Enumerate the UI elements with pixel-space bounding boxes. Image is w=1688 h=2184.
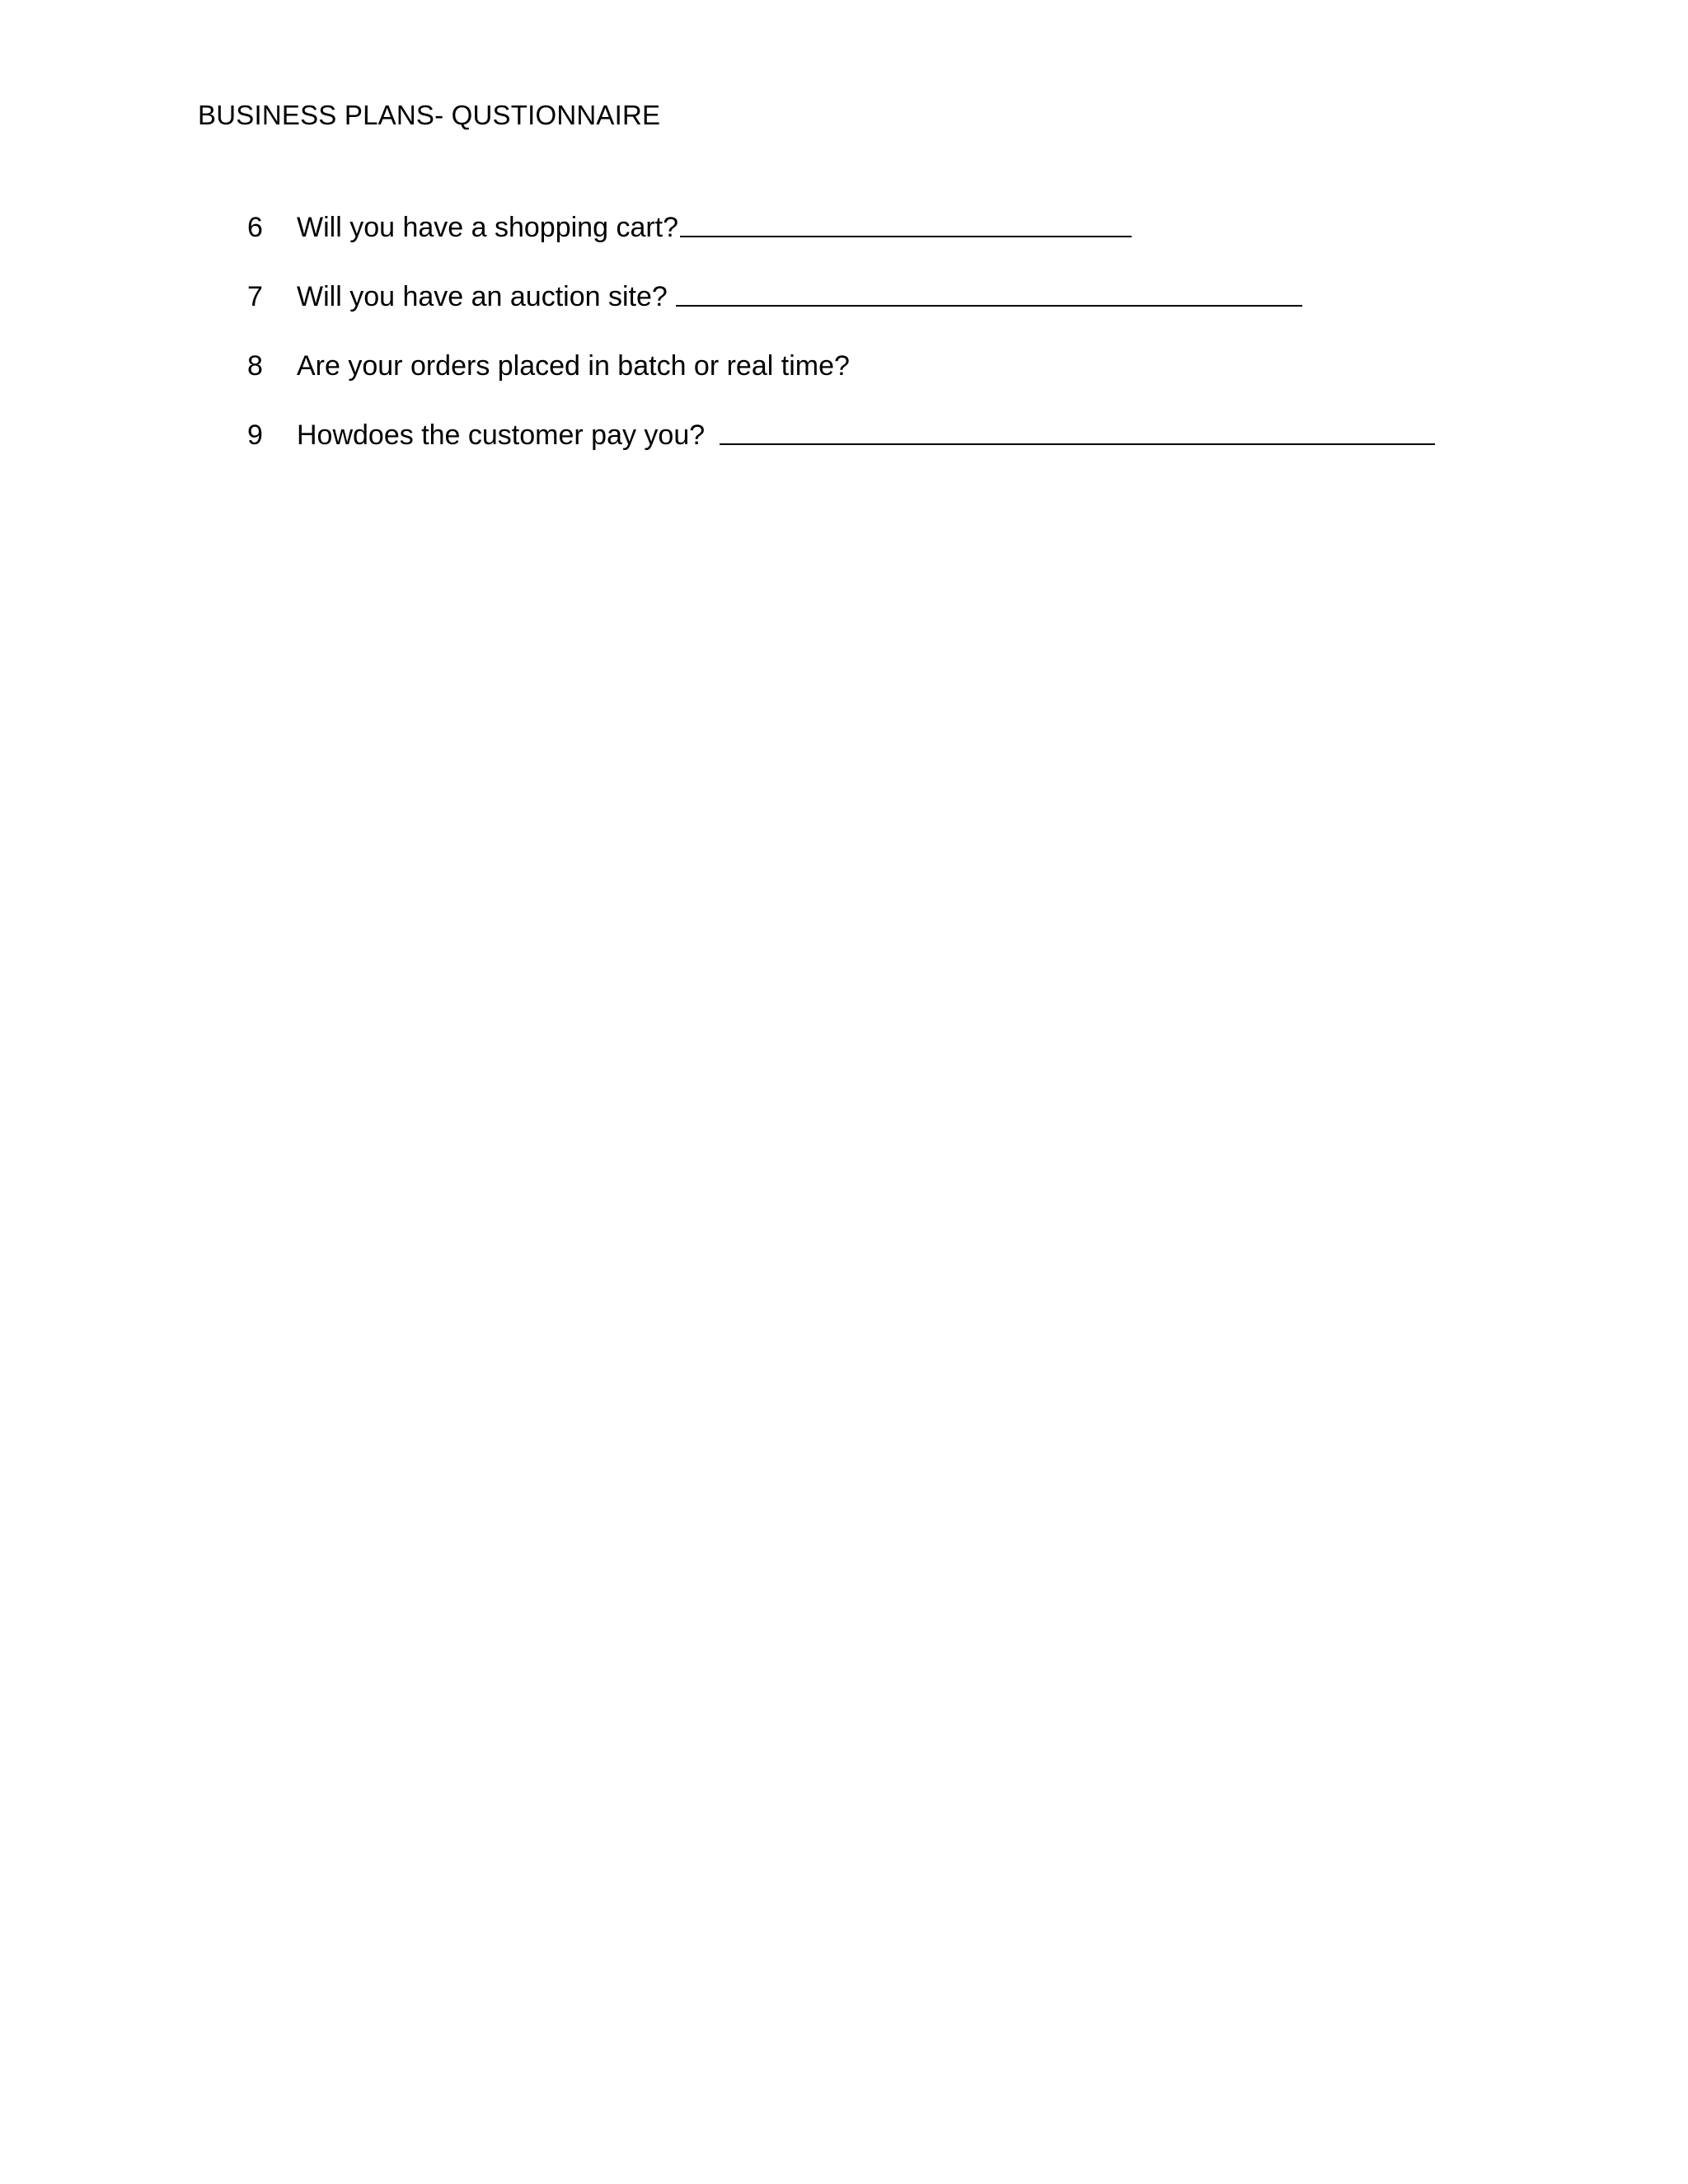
- question-7: [247, 275, 1302, 315]
- document-title: BUSINESS PLANS- QUSTIONNAIRE: [198, 100, 661, 130]
- question-number: 7: [247, 281, 263, 312]
- answer-line[interactable]: [720, 443, 1435, 445]
- question-number: 9: [247, 419, 263, 451]
- answer-line[interactable]: [676, 305, 1302, 307]
- question-8: [247, 344, 850, 384]
- question-text: Will you have a shopping cart?: [297, 212, 679, 243]
- question-text: Howdoes the customer pay you?: [297, 419, 706, 451]
- question-6: [247, 206, 1132, 246]
- question-text: Will you have an auction site?: [297, 281, 668, 312]
- answer-line[interactable]: [680, 236, 1132, 237]
- question-text: Are your orders placed in batch or real time?: [297, 350, 850, 382]
- question-9: [247, 414, 1435, 453]
- question-number: 6: [247, 212, 263, 243]
- question-number: 8: [247, 350, 263, 382]
